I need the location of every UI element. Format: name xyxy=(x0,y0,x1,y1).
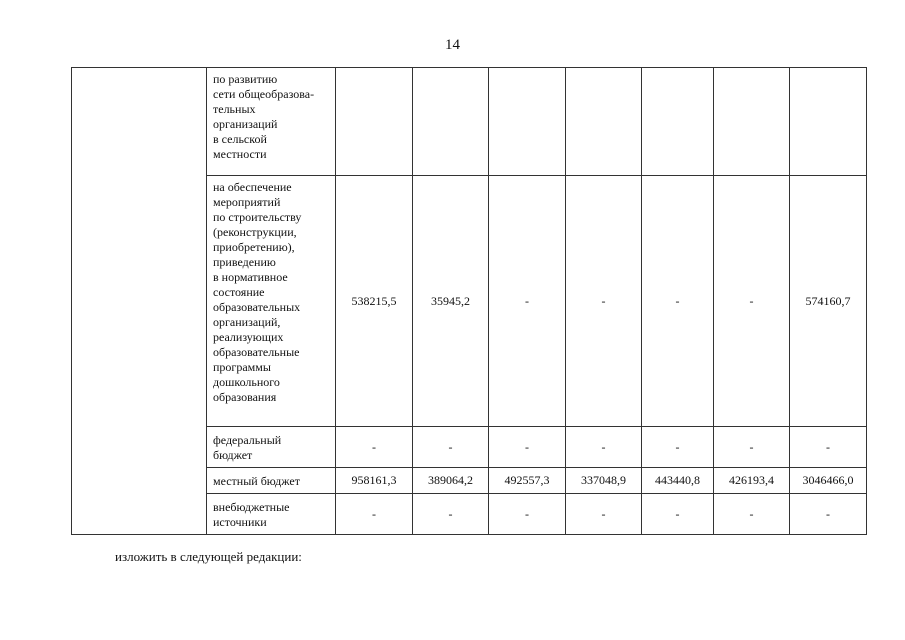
value-cell: - xyxy=(566,494,642,535)
value-cell xyxy=(566,68,642,176)
value-cell xyxy=(642,68,714,176)
value-cell: - xyxy=(489,427,566,468)
row-label xyxy=(207,427,336,468)
value-cell: 389064,2 xyxy=(413,468,489,494)
value-cell: - xyxy=(489,494,566,535)
amendment-text: изложить в следующей редакции: xyxy=(115,549,302,564)
value-cell: - xyxy=(566,427,642,468)
value-cell xyxy=(489,68,566,176)
value-cell: - xyxy=(714,427,790,468)
value-cell xyxy=(790,68,867,176)
value-cell: 443440,8 xyxy=(642,468,714,494)
value-cell: - xyxy=(413,427,489,468)
value-cell: 538215,5 xyxy=(336,176,413,427)
value-cell: - xyxy=(336,427,413,468)
value-cell: - xyxy=(642,494,714,535)
value-cell: 574160,7 xyxy=(790,176,867,427)
value-cell: - xyxy=(413,494,489,535)
value-cell xyxy=(413,68,489,176)
page-number: 14 xyxy=(445,37,460,53)
row-label-text: внебюджетные источники xyxy=(213,500,290,529)
value-cell: - xyxy=(642,176,714,427)
value-cell: 492557,3 xyxy=(489,468,566,494)
value-cell xyxy=(336,68,413,176)
value-cell: 426193,4 xyxy=(714,468,790,494)
table-row xyxy=(72,68,867,176)
row-label xyxy=(207,468,336,494)
row-label-text: федеральный бюджет xyxy=(213,433,282,462)
row-label xyxy=(207,176,336,427)
value-cell: 337048,9 xyxy=(566,468,642,494)
value-cell: - xyxy=(489,176,566,427)
row-label xyxy=(207,494,336,535)
value-cell: - xyxy=(714,494,790,535)
value-cell: - xyxy=(714,176,790,427)
value-cell: 3046466,0 xyxy=(790,468,867,494)
row-label-text: по развитию сети общеобразова- тельных организаций в сельской местности xyxy=(213,72,315,161)
value-cell: - xyxy=(566,176,642,427)
value-cell: - xyxy=(642,427,714,468)
row-label xyxy=(207,68,336,176)
value-cell: - xyxy=(336,494,413,535)
value-cell xyxy=(714,68,790,176)
value-cell: 958161,3 xyxy=(336,468,413,494)
empty-first-column-cell xyxy=(72,68,207,535)
row-label-text: на обеспечение мероприятий по строительству (реконструкции, приобретению), приведению в нормативное состояние образовательных организаций, реализующих образовательные программы дошкольного образования xyxy=(213,180,302,404)
budget-table xyxy=(71,67,867,535)
value-cell: - xyxy=(790,494,867,535)
row-label-text: местный бюджет xyxy=(213,474,300,488)
value-cell: - xyxy=(790,427,867,468)
value-cell: 35945,2 xyxy=(413,176,489,427)
